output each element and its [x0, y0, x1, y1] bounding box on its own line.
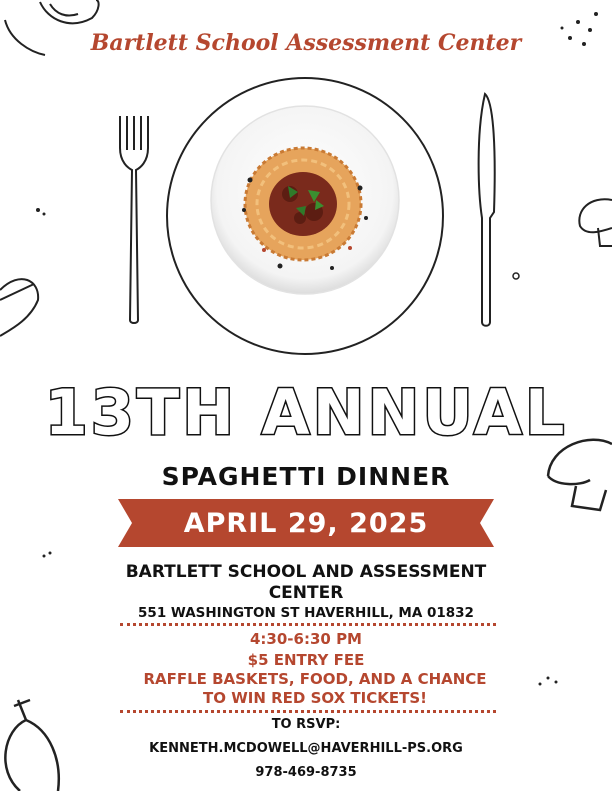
organizer-title: Bartlett School Assessment Center [90, 30, 522, 56]
plate-icon [160, 72, 450, 364]
rsvp-phone[interactable]: 978-469-8735 [255, 765, 357, 780]
mushroom-doodle-icon [579, 199, 612, 246]
venue-address: 551 WASHINGTON ST HAVERHILL, MA 01832 [138, 605, 474, 621]
rsvp-email[interactable]: KENNETH.MCDOWELL@HAVERHILL-PS.ORG [149, 741, 463, 756]
dotted-divider [120, 710, 496, 713]
fork-icon [110, 88, 160, 328]
entry-fee: $5 ENTRY FEE [247, 651, 365, 669]
dotted-divider [120, 623, 496, 626]
raffle-info: RAFFLE BASKETS, FOOD, AND A CHANCE TO WIN RED SOX TICKETS! [143, 670, 487, 707]
venue-name: BARTLETT SCHOOL AND ASSESSMENT CENTER [125, 562, 487, 603]
herb-doodle-icon [0, 279, 38, 336]
rsvp-label: TO RSVP: [271, 717, 341, 732]
subheadline: SPAGHETTI DINNER [161, 462, 451, 491]
garlic-doodle-icon [5, 700, 58, 791]
headline: 13TH ANNUAL [44, 376, 568, 449]
knife-icon [468, 92, 502, 330]
event-date: APRIL 29, 2025 [183, 508, 429, 539]
event-time: 4:30-6:30 PM [250, 630, 362, 648]
